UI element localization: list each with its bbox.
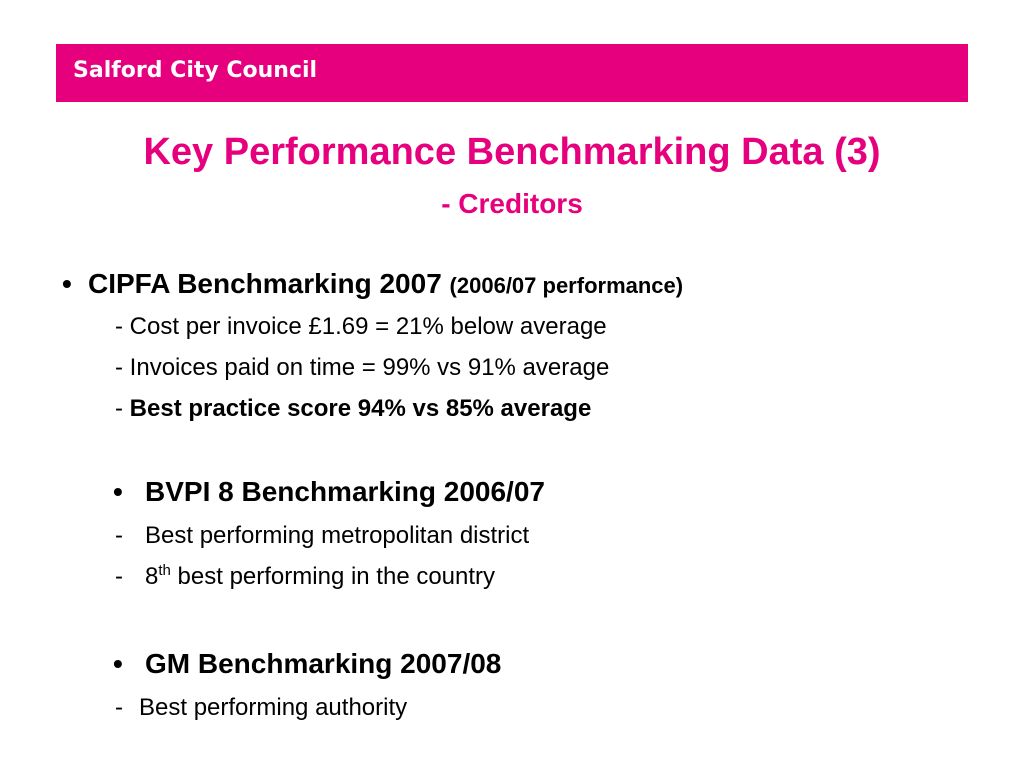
section-cipfa-note: (2006/07 performance)	[449, 273, 684, 298]
slide-subtitle: - Creditors	[441, 188, 583, 219]
bullet-icon: •	[113, 476, 123, 507]
list-item-text: best performing in the country	[170, 563, 496, 590]
bullet-icon: •	[113, 648, 123, 679]
list-item-text: Invoices paid on time = 99% vs 91% average	[129, 354, 610, 381]
list-item	[115, 562, 496, 590]
list-item	[115, 397, 591, 421]
council-name-logo: Salford City Council	[73, 58, 318, 83]
dash-marker: -	[115, 563, 123, 590]
list-item	[115, 524, 529, 548]
section-cipfa-heading: CIPFA Benchmarking 2007	[88, 268, 442, 299]
section-bvpi-heading: BVPI 8 Benchmarking 2006/07	[145, 476, 545, 507]
bullet-icon: •	[62, 268, 72, 299]
slide-title: Key Performance Benchmarking Data (3)	[143, 131, 881, 173]
list-item	[115, 315, 607, 339]
section-cipfa-heading-line	[62, 270, 683, 298]
list-item-text-number: 8	[145, 563, 159, 590]
section-bvpi-heading-line	[113, 478, 545, 506]
dash-marker: -	[115, 395, 123, 422]
list-item-text: Best performing authority	[139, 694, 408, 721]
dash-marker: -	[115, 354, 123, 381]
list-item-text: Best practice score 94% vs 85% average	[129, 395, 592, 422]
section-gm-heading: GM Benchmarking 2007/08	[145, 648, 502, 679]
council-banner	[56, 44, 968, 102]
list-item	[115, 696, 407, 720]
section-gm-heading-line	[113, 650, 501, 678]
list-item	[115, 356, 609, 380]
list-item-text: Best performing metropolitan district	[145, 522, 530, 549]
dash-marker: -	[115, 694, 123, 721]
ordinal-suffix: th	[158, 562, 171, 579]
list-item-text: Cost per invoice £1.69 = 21% below average	[129, 313, 607, 340]
dash-marker: -	[115, 313, 123, 340]
dash-marker: -	[115, 522, 123, 549]
